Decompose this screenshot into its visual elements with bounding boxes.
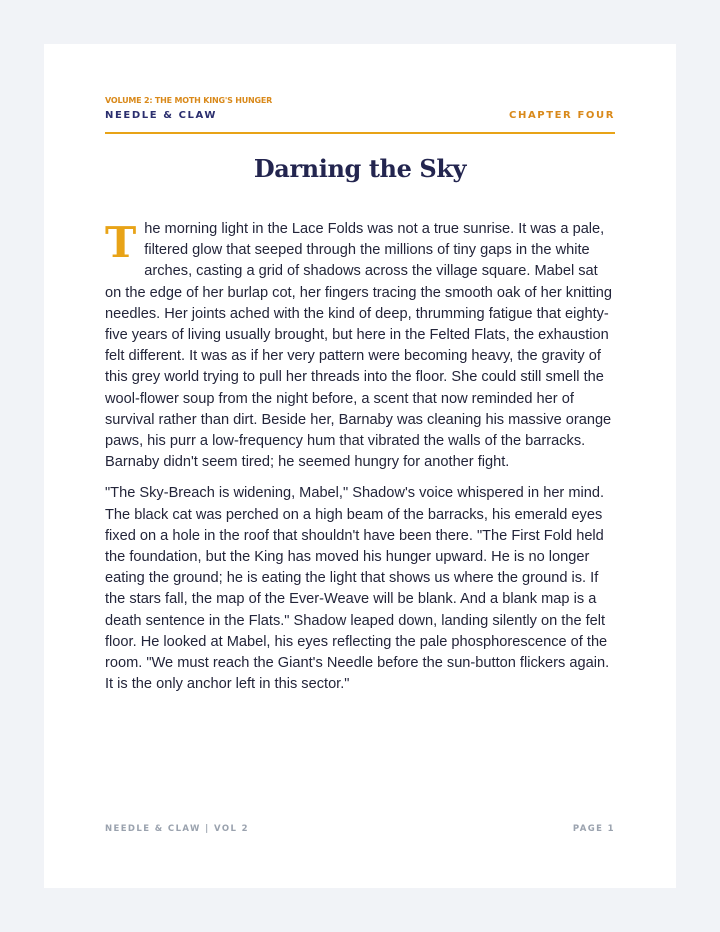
chapter-title: Darning the Sky xyxy=(253,154,467,183)
paragraph-2: "The Sky-Breach is widening, Mabel," Shadow's voice whispered in her mind. The black cat was perched on a high beam of the barracks, his emerald eyes fixed on a hole in the roof that shouldn't have been there. "The First Fold held the foundation, but the King has moved his hunger upward. He is no longer eating the ground; he is eating the light that shows us where the ground is. If the stars fall, the map of the Ever-Weave will be blank. And a blank map is a death sentence in the Flats." Shadow leaped down, landing silently on the felt floor. He looked at Mabel, his eyes reflecting the pale phosphorescence of the room. "We must reach the Giant's Needle before the sun-button flickers again. It is the only anchor left in this sector." xyxy=(105,485,610,693)
paragraph-1 xyxy=(105,219,617,473)
chapter-label: CHAPTER FOUR xyxy=(509,110,615,121)
book-title: NEEDLE & CLAW xyxy=(105,110,218,121)
paragraph-1-text: he morning light in the Lace Folds was not a true sunrise. It was a pale, filtered glow that seeped through the millions of tiny gaps in the white arches, casting a grid of shadows across the village square. Mabel sat on the edge of her burlap cot, her fingers tracing the smooth oak of her knitting needles. Her joints ached with the kind of deep, thrumming fatigue that eighty-five years of living usually brought, but here in the Felted Flats, the exhaustion felt different. It was as if her very pattern were becoming heavy, the gravity of this grey world trying to pull her threads into the floor. She could still smell the wool-flower soup from the night before, a scent that now reminded her of survival rather than dirt. Beside her, Barnaby was cleaning his massive orange paws, his purr a low-frequency hum that vibrated the walls of the barracks. Barnaby didn't seem tired; he seemed hungry for another fight. xyxy=(105,221,613,471)
drop-cap: T xyxy=(105,218,137,267)
volume-label: VOLUME 2: THE MOTH KING'S HUNGER xyxy=(105,96,273,105)
chapter-body xyxy=(105,219,617,705)
page-sheet xyxy=(44,44,676,888)
running-header xyxy=(105,96,615,134)
footer-book-volume: NEEDLE & CLAW | VOL 2 xyxy=(105,824,249,834)
footer-page-number: PAGE 1 xyxy=(572,824,615,834)
